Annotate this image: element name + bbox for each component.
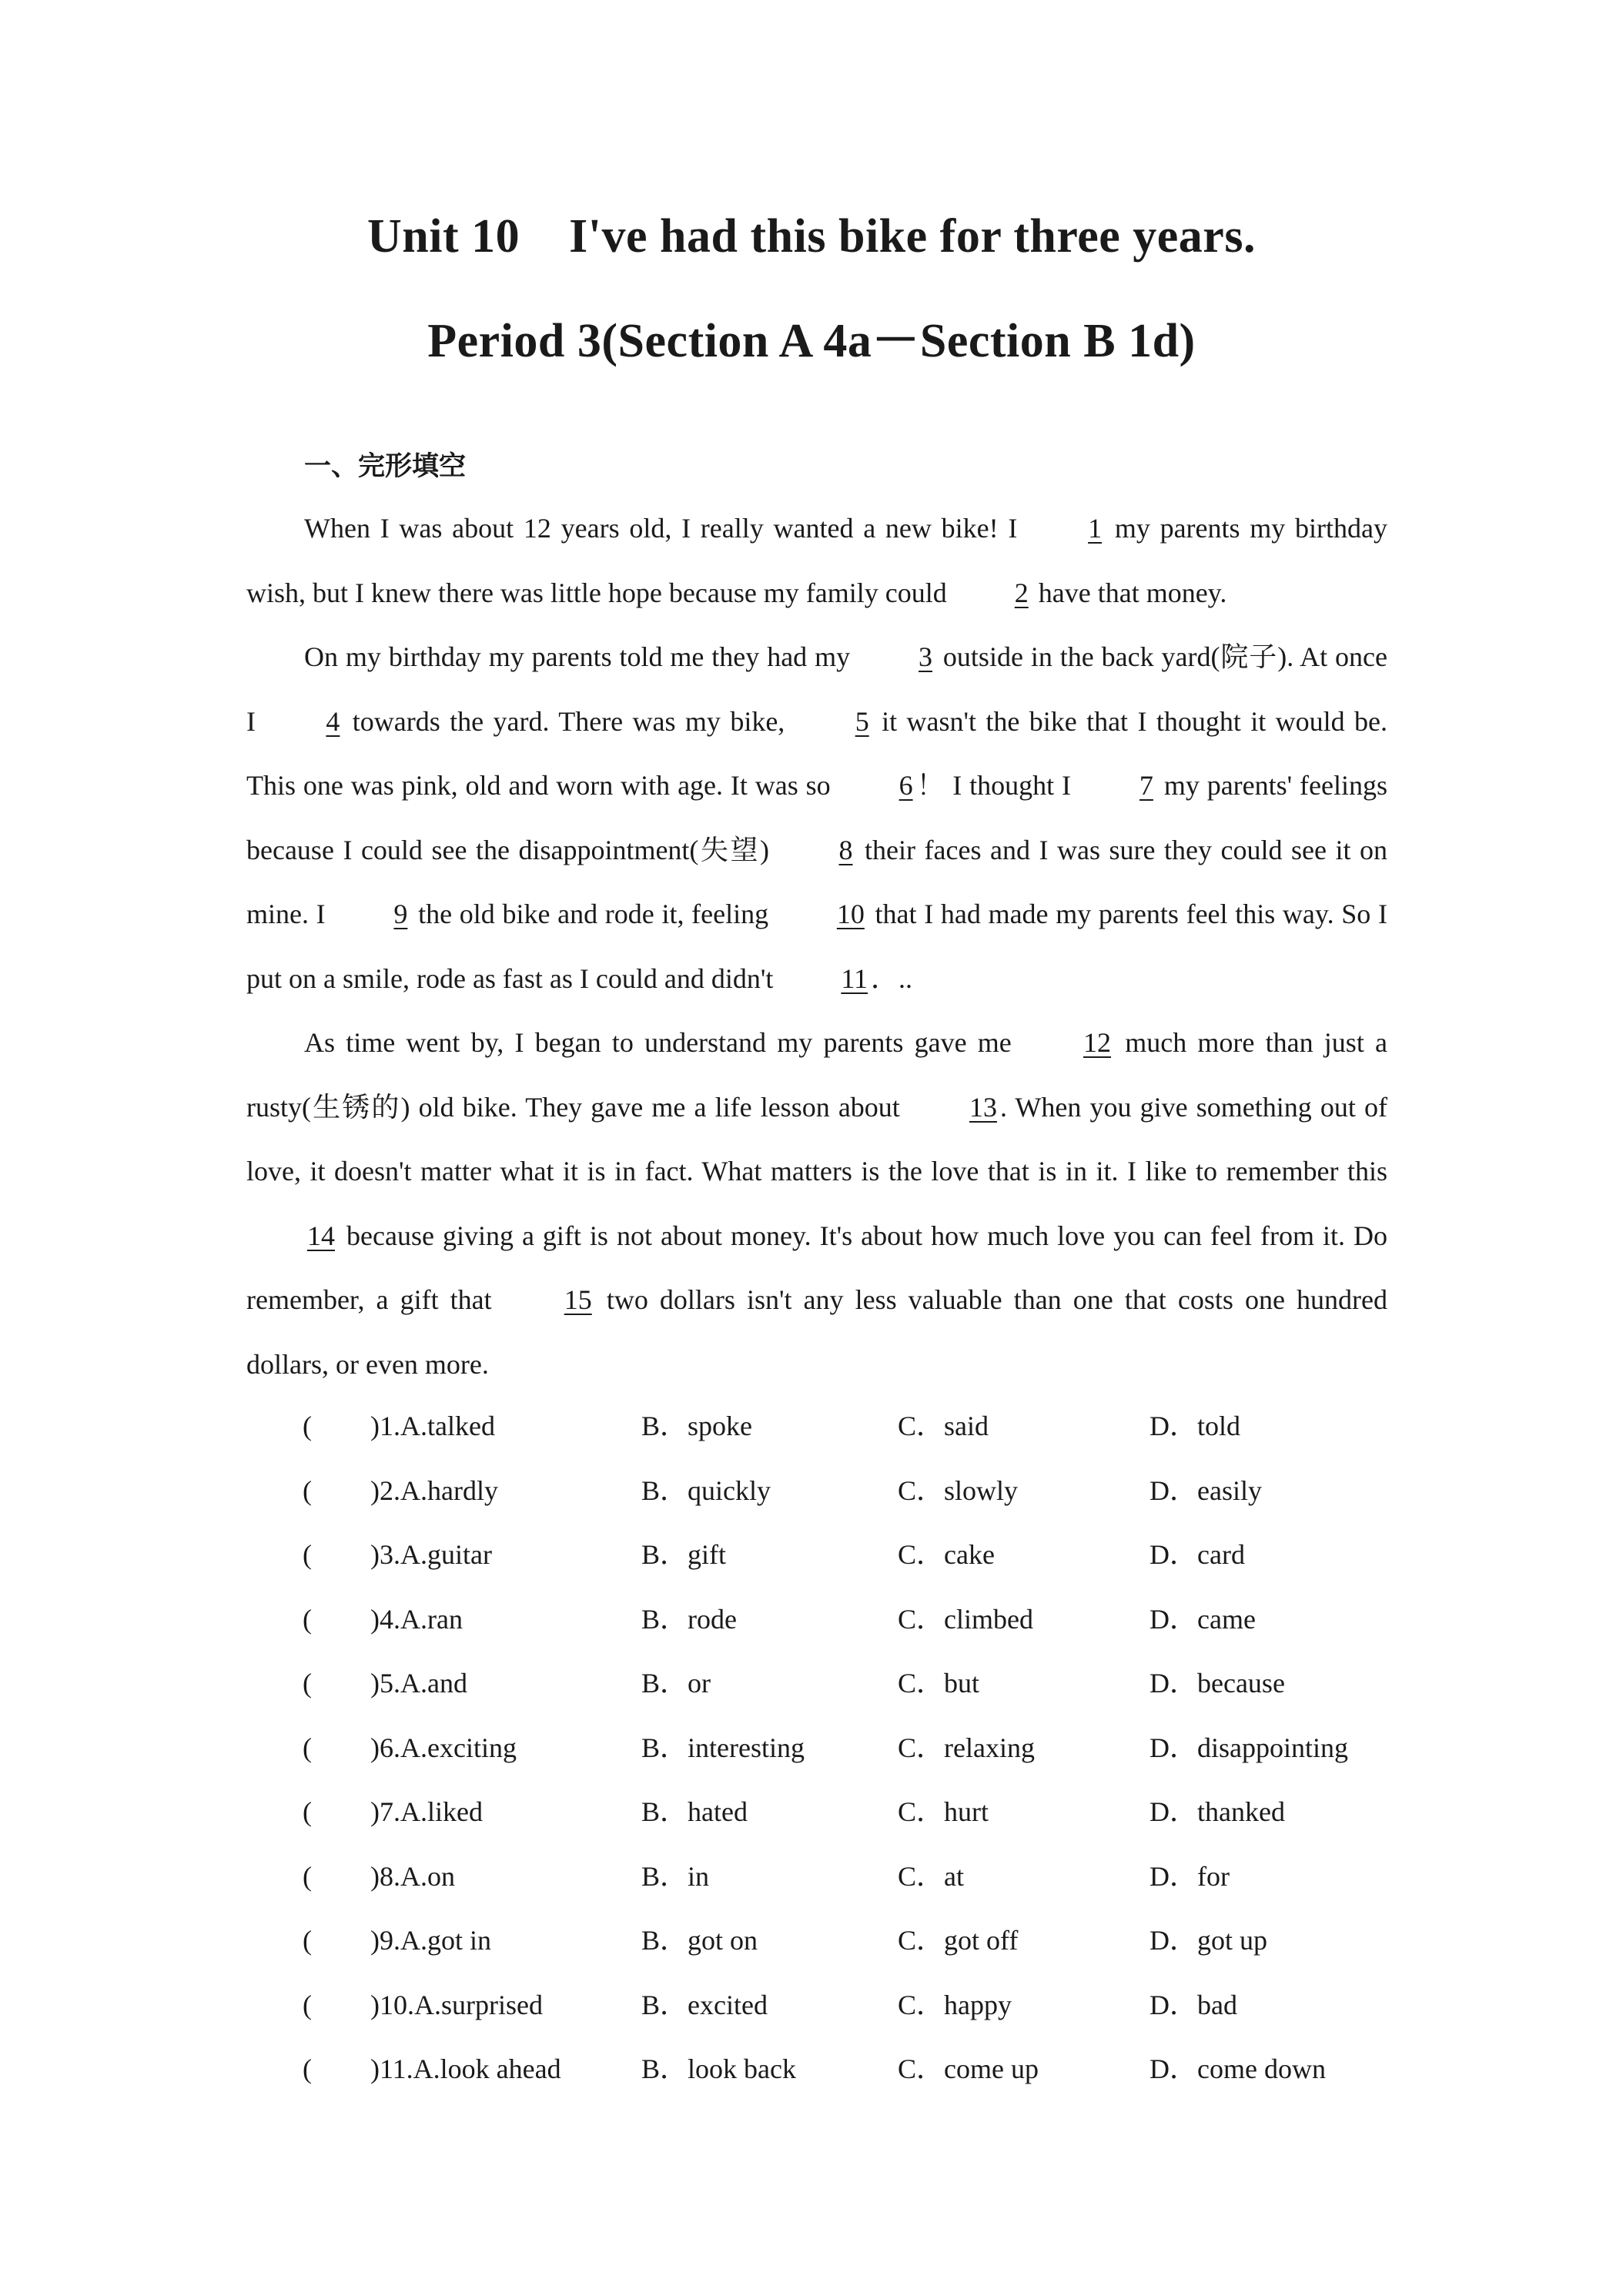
option-a: )11.A.look ahead: [370, 2053, 561, 2084]
option-c: C．got off: [898, 1925, 1019, 1956]
answer-paren: (: [303, 1796, 312, 1827]
option-b: B．quickly: [641, 1474, 771, 1506]
passage-text: much more than just a rusty(生锈的) old bike. They gave me a life lesson about: [246, 1027, 1388, 1123]
blank-4: 4: [326, 705, 340, 737]
option-a: )6.A.exciting: [370, 1732, 517, 1763]
option-b: B．interesting: [641, 1732, 805, 1763]
passage-text: have that money.: [1031, 577, 1227, 608]
option-c: C．but: [898, 1668, 980, 1699]
passage-text: my parents my birthday wish, but I knew there was little hope because my family could: [246, 513, 1387, 608]
blank-13: 13: [969, 1091, 997, 1123]
answer-paren: (: [303, 1603, 312, 1635]
option-c: C．said: [898, 1411, 989, 1441]
option-c: C．come up: [898, 2053, 1039, 2084]
question-row-8: [303, 1845, 1396, 1909]
option-a: )3.A.guitar: [370, 1539, 492, 1570]
passage-text: it wasn't the bike that I thought it would be. This one was pink, old and worn with age. It was so: [246, 705, 1387, 801]
passage-text: because giving a gift is not about money. It's about how much love you can feel from it. Do remember, a gift that: [246, 1220, 1387, 1315]
option-b: B．excited: [641, 1989, 768, 2020]
answer-paren: (: [303, 1474, 312, 1506]
answer-paren: (: [303, 1860, 312, 1892]
option-c: C．slowly: [898, 1474, 1019, 1506]
blank-11: 11: [841, 962, 868, 994]
option-a: )8.A.on: [370, 1860, 455, 1892]
question-row-1: [303, 1394, 1396, 1459]
question-row-7: [303, 1780, 1396, 1845]
option-d: D．got up: [1149, 1925, 1268, 1956]
option-b: B．got on: [641, 1925, 758, 1956]
passage-text: When I was about 12 years old, I really wanted a new bike! I: [304, 513, 1028, 544]
option-d: D．easily: [1149, 1474, 1262, 1506]
blank-7: 7: [1139, 770, 1153, 801]
passage-text: ．..: [871, 962, 913, 994]
answer-paren: (: [303, 1925, 312, 1956]
answer-paren: (: [303, 1989, 312, 2020]
unit-title: Unit 10 I've had this bike for three years.: [367, 210, 1256, 263]
blank-14: 14: [307, 1220, 335, 1251]
option-c: C．climbed: [898, 1603, 1033, 1635]
question-row-9: [303, 1909, 1396, 1973]
cloze-passage: [246, 497, 1387, 1397]
answer-paren: (: [303, 1539, 312, 1570]
option-c: C．relaxing: [898, 1732, 1035, 1763]
passage-text: ！ I thought I: [915, 770, 1079, 801]
option-c: C．at: [898, 1860, 964, 1892]
passage-text: the old bike and rode it, feeling: [410, 899, 776, 929]
passage-text: two dollars isn't any less valuable than one that costs one hundred dollars, or even more.: [246, 1284, 1387, 1380]
passage-text: . When you give something out of love, it doesn't matter what it is in fact. What matters is the love that is in it. I like to remember this: [246, 1091, 1387, 1186]
question-row-11: [303, 2037, 1396, 2102]
option-d: D．come down: [1149, 2053, 1326, 2084]
option-a: )9.A.got in: [370, 1925, 491, 1956]
period-subtitle: Period 3(Section A 4a－Section B 1d): [427, 315, 1196, 367]
option-b: B．or: [641, 1668, 711, 1699]
option-b: B．look back: [641, 2053, 796, 2084]
answer-paren: (: [303, 1411, 312, 1441]
question-options-list: [303, 1394, 1396, 2102]
question-row-3: [303, 1523, 1396, 1588]
option-d: D．card: [1149, 1539, 1245, 1570]
passage-text: their faces and I was sure they could see it on mine. I: [246, 834, 1388, 929]
option-d: D．bad: [1149, 1989, 1237, 2020]
blank-2: 2: [1014, 577, 1029, 608]
option-a: )1.A.talked: [370, 1411, 495, 1441]
blank-3: 3: [919, 641, 933, 672]
passage-text: towards the yard. There was my bike,: [343, 705, 795, 737]
blank-15: 15: [564, 1284, 592, 1315]
option-d: D．told: [1149, 1411, 1241, 1441]
blank-1: 1: [1088, 513, 1103, 544]
passage-text: that I had made my parents feel this way. So I put on a smile, rode as fast as I could and didn't: [246, 899, 1387, 994]
passage-text: On my birthday my parents told me they had my: [304, 641, 858, 672]
blank-8: 8: [838, 834, 853, 865]
option-d: D．disappointing: [1149, 1732, 1348, 1763]
option-d: D．thanked: [1149, 1796, 1285, 1827]
option-b: B．hated: [641, 1796, 748, 1827]
option-a: )5.A.and: [370, 1668, 467, 1699]
passage-paragraph-3: [246, 1011, 1387, 1397]
option-b: B．rode: [641, 1603, 737, 1635]
answer-paren: (: [303, 1732, 312, 1763]
option-a: )4.A.ran: [370, 1603, 463, 1635]
answer-paren: (: [303, 1668, 312, 1699]
option-c: C．happy: [898, 1989, 1012, 2020]
passage-text: outside in the back yard(院子). At once I: [246, 641, 1387, 737]
question-row-2: [303, 1459, 1396, 1524]
question-row-5: [303, 1652, 1396, 1716]
option-a: )7.A.liked: [370, 1796, 483, 1827]
passage-paragraph-2: [246, 625, 1387, 1011]
passage-text: As time went by, I began to understand my parents gave me: [304, 1027, 1023, 1058]
question-row-4: [303, 1588, 1396, 1652]
option-d: D．came: [1149, 1603, 1256, 1635]
section-heading: 一、完形填空: [304, 451, 467, 482]
blank-10: 10: [836, 899, 865, 929]
option-c: C．hurt: [898, 1796, 989, 1827]
option-d: D．because: [1149, 1668, 1285, 1699]
option-b: B．gift: [641, 1539, 727, 1570]
question-row-6: [303, 1716, 1396, 1781]
option-b: B．spoke: [641, 1411, 753, 1441]
answer-paren: (: [303, 2053, 312, 2084]
option-d: D．for: [1149, 1860, 1230, 1892]
blank-5: 5: [855, 705, 869, 737]
option-b: B．in: [641, 1860, 710, 1892]
passage-text: my parents' feelings because I could see the disappointment(失望): [246, 770, 1388, 865]
blank-9: 9: [393, 899, 408, 929]
option-a: )2.A.hardly: [370, 1474, 498, 1506]
passage-paragraph-1: [246, 497, 1387, 625]
question-row-10: [303, 1973, 1396, 2038]
option-a: )10.A.surprised: [370, 1989, 543, 2020]
option-c: C．cake: [898, 1539, 995, 1570]
blank-6: 6: [899, 770, 913, 801]
blank-12: 12: [1083, 1027, 1112, 1058]
